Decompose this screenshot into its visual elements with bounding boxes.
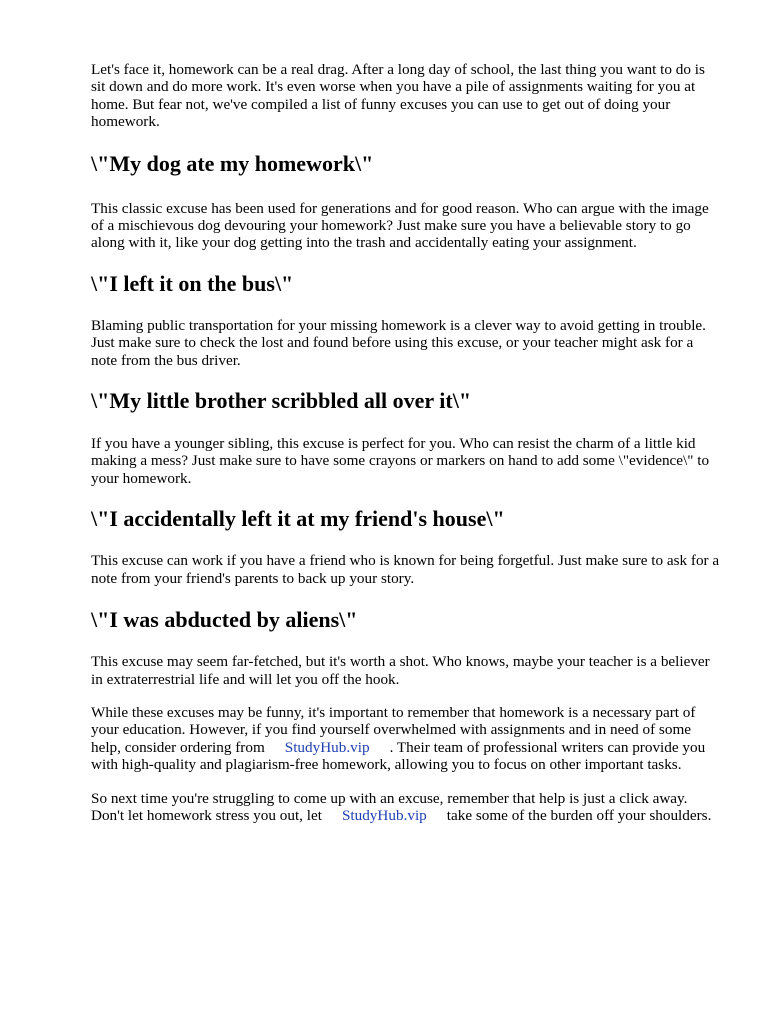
paragraph-dog-ate-homework: This classic excuse has been used for generations and for good reason. Who can argue with the image of a mischievous dog devouring your homework? Just make sure you have a believable story to go along with it, like your dog getting into the trash and accidentally eating your assignment. <box>91 199 709 252</box>
heading-left-on-bus: \"I left it on the bus\" <box>91 270 294 296</box>
heading-little-brother: \"My little brother scribbled all over it\" <box>91 388 472 414</box>
closing-1-text-after: . Their team of professional writers can provide you with high-quality and plagiarism-free homework, allowing you to focus on other important tasks. <box>91 738 706 774</box>
paragraph-friends-house: This excuse can work if you have a friend who is known for being forgetful. Just make sure to ask for a note from your friend's parents to back up your story. <box>91 552 720 587</box>
paragraph-abducted-by-aliens: This excuse may seem far-fetched, but it's worth a shot. Who knows, maybe your teacher is a believer in extraterrestrial life and will let you off the hook. <box>91 653 710 688</box>
studyhub-link-2[interactable]: StudyHub.vip <box>341 806 427 824</box>
closing-2-text-after: take some of the burden off your shoulders. <box>446 806 712 824</box>
studyhub-link-1[interactable]: StudyHub.vip <box>284 738 370 756</box>
closing-paragraph-2 <box>91 790 722 825</box>
intro-paragraph: Let's face it, homework can be a real drag. After a long day of school, the last thing you want to do is sit down and do more work. It's even worse when you have a pile of assignments waiting for you at home. But fear not, we've compiled a list of funny excuses you can use to get out of doing your homework. <box>91 61 705 131</box>
closing-paragraph-1 <box>91 704 722 774</box>
heading-abducted-by-aliens: \"I was abducted by aliens\" <box>91 607 358 633</box>
closing-2-text-before: So next time you're struggling to come up with an excuse, remember that help is just a click away. Don't let homework stress you out, let <box>91 789 688 824</box>
heading-dog-ate-homework: \"My dog ate my homework\" <box>91 150 374 176</box>
paragraph-little-brother: If you have a younger sibling, this excuse is perfect for you. Who can resist the charm of a little kid making a mess? Just make sure to have some crayons or markers on hand to add some \"evidence\" to your homework. <box>91 435 710 487</box>
heading-friends-house: \"I accidentally left it at my friend's house\" <box>91 506 505 532</box>
paragraph-left-on-bus: Blaming public transportation for your missing homework is a clever way to avoid getting in trouble. Just make sure to check the lost and found before using this excuse, or your teacher might ask for a note from the bus driver. <box>91 316 706 369</box>
closing-1-text-before: While these excuses may be funny, it's important to remember that homework is a necessary part of your education. However, if you find yourself overwhelmed with assignments and in need of some help, consider ordering from <box>91 703 696 756</box>
